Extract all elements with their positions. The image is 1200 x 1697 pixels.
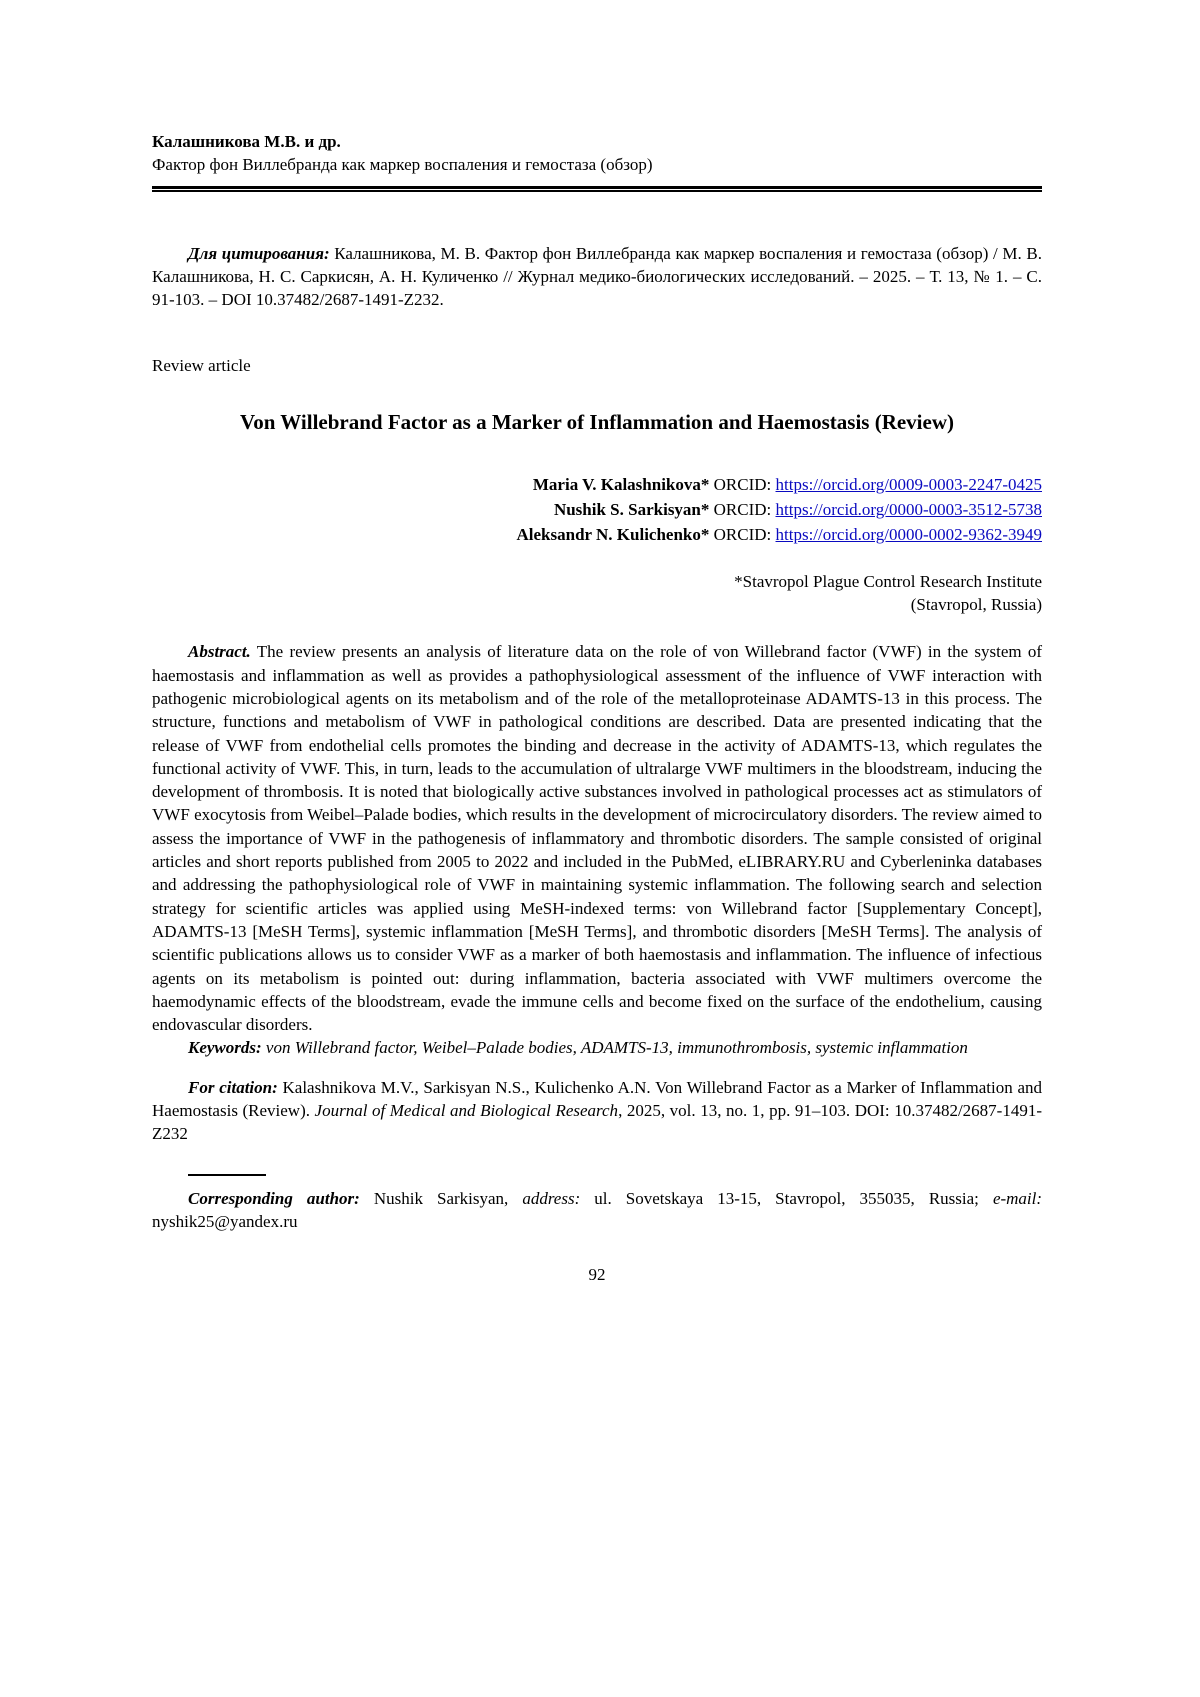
authors-block	[152, 472, 1042, 547]
running-head-title: Фактор фон Виллебранда как маркер воспаления и гемостаза (обзор)	[152, 155, 653, 175]
email-label: e-mail:	[992, 1188, 1043, 1208]
for-citation-journal: Journal of Medical and Biological Research	[314, 1101, 619, 1121]
footnote-paragraph	[152, 1187, 1042, 1234]
author-name: Maria V. Kalashnikova*	[532, 474, 710, 494]
abstract-text: The review presents an analysis of literature data on the role of von Willebrand factor (VWF) in the system of haemostasis and inflammation as well as provides a pathophysiological assessment of the influence of VWF interaction with pathogenic microbiological agents on its metabolism and of the role of the metalloproteinase ADAMTS-13 in this process. The structure, functions and metabolism of VWF in pathological conditions are described. Data are presented indicating that the release of VWF from endothelial cells promotes the binding and decrease in the activity of ADAMTS-13, which regulates the functional activity of VWF. This, in turn, leads to the accumulation of ultralarge VWF multimers in the bloodstream, inducing the development of thrombosis. It is noted that biologically active substances involved in pathological processes act as stimulators of VWF exocytosis from Weibel–Palade bodies, which results in the development of microcirculatory disorders. The review aimed to assess the importance of VWF in the pathogenesis of inflammatory and thrombotic disorders. The sample consisted of original articles and short reports published from 2005 to 2022 and included in the PubMed, eLIBRARY.RU and Cyberleninka databases and addressing the pathophysiological role of VWF in maintaining systemic inflammation. The following search and selection strategy for scientific articles was applied using MeSH-indexed terms: von Willebrand factor [Supplementary Concept], ADAMTS-13 [MeSH Terms], systemic inflammation [MeSH Terms], and thrombotic disorders [MeSH Terms]. The analysis of scientific publications allows us to consider VWF as a marker of both haemostasis and inflammation. The influence of infectious agents on its metabolism is pointed out: during inflammation, bacteria associated with VWF multimers overcome the haemodynamic effects of the bloodstream, evade the immune cells and become fixed on the surface of the endothelium, causing endovascular disorders.	[152, 642, 1042, 1035]
orcid-label: ORCID:	[713, 524, 772, 544]
corresponding-author-label: Corresponding author:	[188, 1188, 360, 1208]
address-text: ul. Sovetskaya 13-15, Stavropol, 355035, Russia;	[594, 1188, 979, 1208]
running-head-authors: Калашникова М.В. и др.	[152, 132, 341, 151]
author-name: Nushik S. Sarkisyan*	[553, 499, 710, 519]
for-citation-text-after: , 2025, vol. 13, no. 1, pp. 91–103. DOI: 10.37482/2687-1491-Z232	[152, 1101, 1042, 1144]
for-citation-label: For citation:	[188, 1077, 278, 1097]
affiliation-block	[152, 570, 1042, 617]
orcid-link[interactable]: https://orcid.org/0009-0003-2247-0425	[775, 474, 1042, 494]
keywords-label: Keywords:	[188, 1038, 262, 1058]
corresponding-author-name: Nushik Sarkisyan,	[373, 1188, 509, 1208]
for-citation-text-before: Kalashnikova M.V., Sarkisyan N.S., Kulichenko A.N. Von Willebrand Factor as a Marker of Inflammation and Haemostasis (Review).	[152, 1077, 1043, 1121]
author-line	[152, 522, 1042, 547]
orcid-label: ORCID:	[713, 474, 772, 494]
footnote-rule	[188, 1174, 266, 1176]
running-head	[152, 130, 1042, 192]
page-number: 92	[588, 1265, 606, 1285]
author-line	[152, 472, 1042, 497]
affiliation-line: (Stavropol, Russia)	[910, 595, 1042, 615]
orcid-link[interactable]: https://orcid.org/0000-0003-3512-5738	[775, 499, 1042, 519]
header-double-rule	[152, 186, 1042, 192]
citation-ru-label: Для цитирования:	[188, 243, 330, 263]
orcid-label: ORCID:	[713, 499, 772, 519]
orcid-link[interactable]: https://orcid.org/0000-0002-9362-3949	[775, 524, 1042, 544]
email-text: nyshik25@yandex.ru	[152, 1211, 298, 1231]
for-citation-paragraph	[152, 1076, 1042, 1146]
author-name: Aleksandr N. Kulichenko*	[516, 524, 710, 544]
abstract-label: Abstract.	[188, 642, 251, 662]
keywords-text: von Willebrand factor, Weibel–Palade bodies, ADAMTS-13, immunothrombosis, systemic inflammation	[265, 1038, 968, 1058]
affiliation-line: *Stavropol Plague Control Research Institute	[734, 571, 1042, 591]
keywords-paragraph	[152, 1036, 1042, 1059]
abstract-paragraph	[152, 640, 1042, 1036]
article-title: Von Willebrand Factor as a Marker of Inflammation and Haemostasis (Review)	[240, 409, 954, 434]
citation-ru-text: Калашникова, М. В. Фактор фон Виллебранда как маркер воспаления и гемостаза (обзор) / М. В. Калашникова, Н. С. Саркисян, А. Н. Куличенко // Журнал медико-биологических исследований. – 2025. – Т. 13, № 1. – С. 91-103. – DOI 10.37482/2687-1491-Z232.	[152, 243, 1042, 310]
citation-ru-paragraph	[152, 242, 1042, 312]
address-label: address:	[522, 1188, 581, 1208]
author-line	[152, 497, 1042, 522]
article-type-label: Review article	[152, 356, 251, 376]
